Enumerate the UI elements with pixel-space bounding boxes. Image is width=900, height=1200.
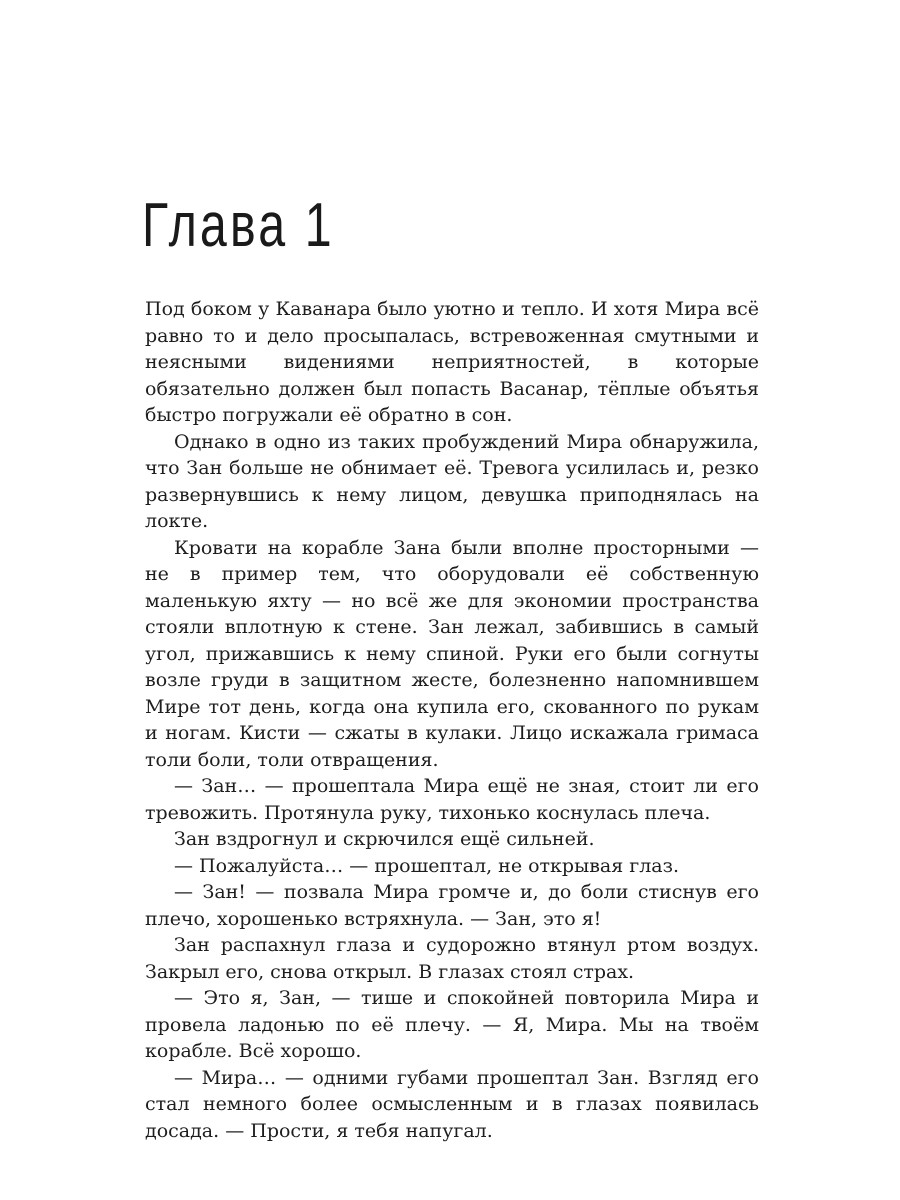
paragraph: — Мира… — одними губами прошептал Зан. Взгляд его стал немного более осмысленным и в глазах появилась досада. — Прости, я тебя напугал.: [145, 1066, 759, 1142]
paragraph: — Зан! — позвала Мира громче и, до боли стиснув его плечо, хорошенько встряхнула. — Зан, это я!: [145, 881, 759, 930]
chapter-body: [145, 296, 759, 1144]
paragraph: — Пожалуйста… — прошептал, не открывая глаз.: [174, 854, 680, 877]
paragraph: Под боком у Каванара было уютно и тепло. И хотя Мира всё равно то и дело просыпалась, встревоженная смутными и неясными видениями неприятностей, в которые обязательно должен был попасть Васанар, тёплые объятья быстро погружали её обратно в сон.: [145, 298, 759, 426]
paragraph: Зан вздрогнул и скрючился ещё сильней.: [174, 828, 595, 850]
paragraph: — Это я, Зан, — тише и спокойней повторила Мира и провела ладонью по её плечу. — Я, Мира. Мы на твоём корабле. Всё хорошо.: [145, 987, 759, 1062]
paragraph: Зан распахнул глаза и судорожно втянул ртом воздух. Закрыл его, снова открыл. В глазах стоял страх.: [145, 934, 759, 983]
paragraph: Однако в одно из таких пробуждений Мира обнаружила, что Зан больше не обнимает её. Тревога усилилась и, резко развернувшись к нему лицом, девушка приподнялась на локте.: [145, 430, 759, 532]
paragraph: Кровати на корабле Зана были вполне просторными — не в пример тем, что оборудовали её собственную маленькую яхту — но всё же для экономии пространства стояли вплотную к стене. Зан лежал, забившись в самый угол, прижавшись к нему спиной. Руки его были согнуты возле груди в защитном жесте, болезненно напомнившем Мире тот день, когда она купила его, скованного по рукам и ногам. Кисти — сжаты в кулаки. Лицо искажала гримаса толи боли, толи отвращения.: [145, 536, 759, 771]
paragraph: — Зан… — прошептала Мира ещё не зная, стоит ли его тревожить. Протянула руку, тихонько коснулась плеча.: [145, 775, 759, 824]
chapter-title: Глава 1: [142, 191, 335, 260]
